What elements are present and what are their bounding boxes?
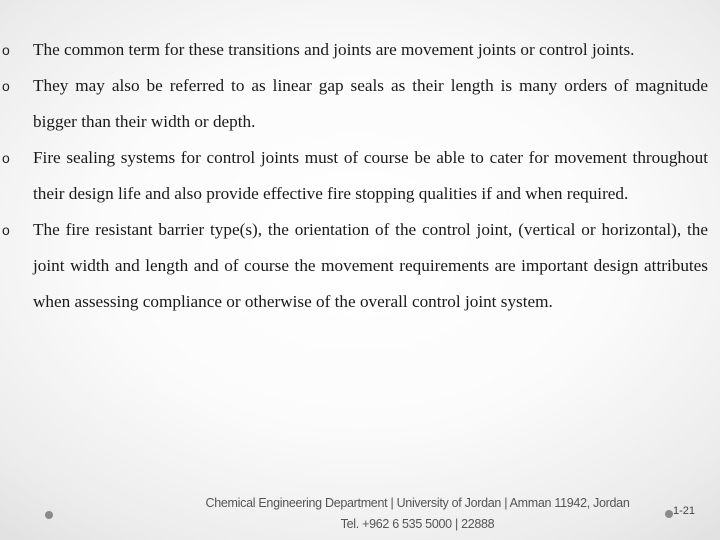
footer [150,493,685,535]
slide-number: 1-21 [673,505,696,517]
bullet-item [0,32,708,68]
bullet-text: The fire resistant barrier type(s), the orientation of the control joint, (vertical or horizontal), the joint width and length and of course the movement requirements are important design attributes when assessing compliance or otherwise of the overall control joint system. [33,220,708,311]
bullet-text: The common term for these transitions and joints are movement joints or control joints. [33,40,635,59]
bullet-list [0,32,708,320]
bullet-text: They may also be referred to as linear gap seals as their length is many orders of magnitude bigger than their width or depth. [33,76,708,131]
bullet-item [0,68,708,140]
footer-dot-right-icon [665,510,673,518]
bullet-marker-icon: o [2,150,10,166]
bullet-marker-icon: o [2,222,10,238]
bullet-item [0,140,708,212]
bullet-marker-icon: o [2,42,10,58]
footer-dot-left-icon [45,511,53,519]
footer-department-line: Chemical Engineering Department | University of Jordan | Amman 11942, Jordan [205,496,630,510]
bullet-text: Fire sealing systems for control joints must of course be able to cater for movement throughout their design life and also provide effective fire stopping qualities if and when required. [33,148,708,203]
bullet-item [0,212,708,320]
footer-phone-line: Tel. +962 6 535 5000 | 22888 [340,517,495,531]
bullet-marker-icon: o [2,78,10,94]
